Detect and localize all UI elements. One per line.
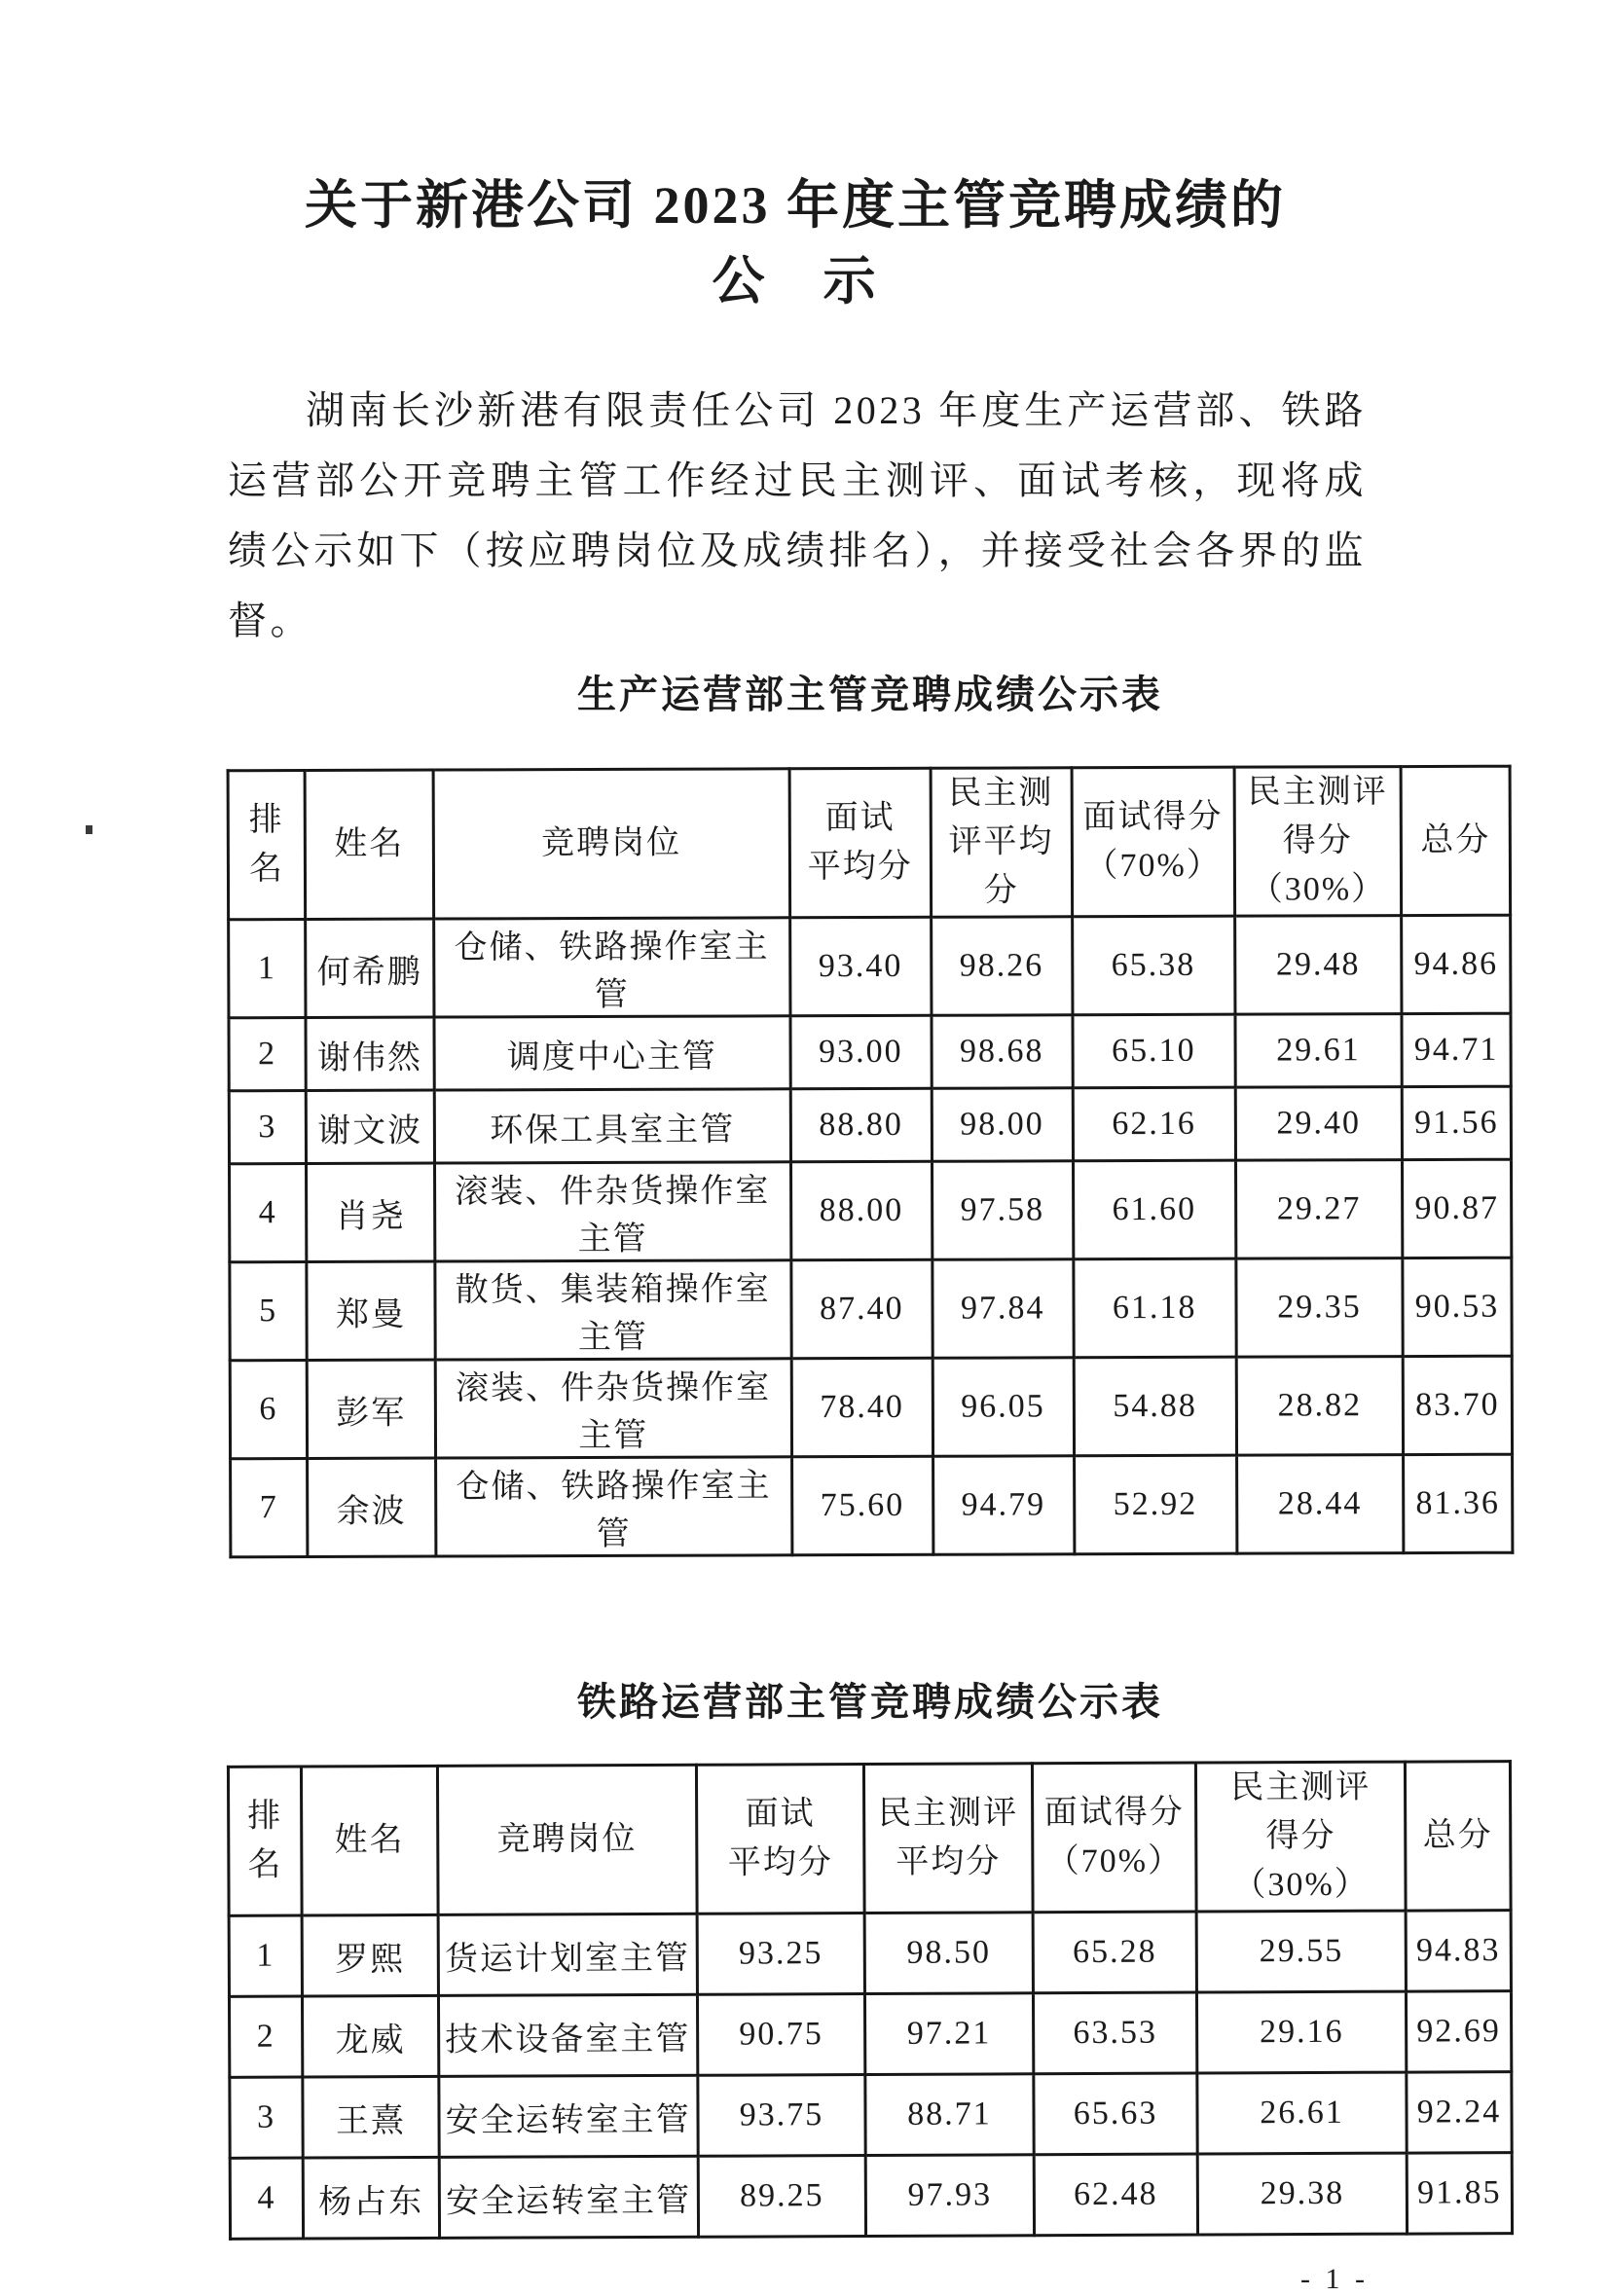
header-review-avg-cell: 民主测评 平均分 [864,1764,1033,1913]
interview-avg-cell: 88.00 [790,1161,932,1260]
review-score-cell: 29.27 [1235,1160,1403,1259]
review-avg-cell: 97.21 [865,1993,1034,2075]
page-number: - 1 - [1300,2263,1369,2295]
rank-cell: 4 [230,2158,303,2239]
interview-score-cell: 54.88 [1074,1357,1237,1456]
review-score-cell: 29.40 [1235,1087,1402,1161]
interview-score-cell: 52.92 [1074,1455,1237,1554]
rank-cell: 3 [230,2077,303,2158]
header-position-cell: 竞聘岗位 [433,769,790,919]
name-cell: 肖尧 [307,1163,435,1261]
interview-score-cell: 62.16 [1073,1087,1236,1161]
interview-avg-cell: 90.75 [697,1994,865,2076]
interview-avg-cell: 78.40 [791,1358,932,1457]
position-cell: 仓储、铁路操作室主管 [433,918,789,1017]
header-rank-cell: 排 名 [228,771,306,920]
name-cell: 杨占东 [303,2157,439,2239]
rank-cell: 2 [229,1018,306,1091]
review-avg-cell: 97.58 [932,1161,1073,1260]
rank-cell: 5 [230,1262,307,1361]
name-cell: 罗熙 [302,1914,438,1996]
header-rank-cell: 排 名 [228,1767,302,1915]
intro-paragraph: 湖南长沙新港有限责任公司 2023 年度生产运营部、铁路运营部公开竞聘主管工作经过民主测评、面试考核，现将成绩公示如下（按应聘岗位及成绩排名），并接受社会各界的监督。 [228,388,1367,642]
review-score-cell: 29.35 [1236,1258,1404,1358]
review-avg-cell: 88.71 [865,2074,1034,2156]
header-position-cell: 竞聘岗位 [437,1765,697,1914]
rank-cell: 3 [229,1091,306,1164]
review-avg-cell: 97.93 [865,2155,1034,2237]
total-score-cell: 92.24 [1407,2072,1512,2153]
review-score-cell: 29.38 [1197,2153,1407,2235]
interview-score-cell: 63.53 [1033,1992,1197,2074]
header-name-cell: 姓名 [305,770,433,919]
review-avg-cell: 94.79 [932,1456,1074,1555]
name-cell: 余波 [308,1458,436,1556]
interview-avg-cell: 93.00 [790,1015,932,1089]
table-row [229,915,1511,1018]
name-cell: 王熹 [303,2076,439,2158]
interview-score-cell: 61.60 [1073,1160,1236,1259]
name-cell: 谢文波 [306,1090,434,1163]
rank-cell: 7 [231,1459,308,1557]
total-score-cell: 91.56 [1402,1086,1511,1159]
position-cell: 散货、集装箱操作室主管 [435,1260,791,1360]
header-interview-score-cell: 面试得分 （70%） [1072,767,1235,917]
rank-cell: 2 [229,1996,302,2077]
position-cell: 滚装、件杂货操作室主管 [434,1162,790,1261]
interview-avg-cell: 93.25 [697,1913,865,1995]
position-cell: 调度中心主管 [434,1016,790,1090]
header-interview-avg-cell: 面试 平均分 [789,768,931,918]
review-avg-cell: 98.68 [932,1015,1073,1089]
document-title [228,167,1363,319]
header-name-cell: 姓名 [302,1766,438,1915]
interview-score-cell: 65.38 [1072,916,1235,1015]
total-score-cell: 90.87 [1403,1159,1512,1257]
table-row [230,1257,1512,1361]
review-avg-cell: 98.00 [932,1088,1073,1162]
position-cell: 安全运转室主管 [438,2075,697,2157]
interview-score-cell: 62.48 [1034,2154,1198,2236]
table-row [230,2072,1512,2159]
header-total-score-cell: 总分 [1405,1762,1511,1911]
rank-cell: 1 [229,920,306,1018]
table-row [229,1991,1511,2078]
rank-cell: 4 [230,1164,307,1262]
table-row [229,1013,1511,1091]
position-cell: 滚装、件杂货操作室主管 [435,1359,791,1458]
table-row [231,1454,1513,1557]
production-dept-score-table [227,765,1515,1559]
rank-cell: 1 [229,1915,302,1996]
review-avg-cell: 97.84 [932,1259,1074,1359]
interview-avg-cell: 75.60 [791,1456,932,1555]
name-cell: 龙威 [303,1995,439,2077]
total-score-cell: 94.86 [1402,915,1511,1013]
table-row [230,1356,1512,1459]
review-score-cell: 29.61 [1235,1014,1402,1088]
interview-score-cell: 65.63 [1034,2073,1198,2155]
position-cell: 技术设备室主管 [438,1994,697,2076]
title-line-1: 关于新港公司 2023 年度主管竞聘成绩的 [305,176,1286,235]
total-score-cell: 90.53 [1403,1257,1512,1356]
header-interview-score-cell: 面试得分 （70%） [1032,1763,1196,1913]
review-avg-cell: 98.50 [864,1913,1033,1994]
review-avg-cell: 96.05 [932,1358,1074,1457]
interview-avg-cell: 93.75 [698,2075,866,2157]
name-cell: 郑曼 [307,1261,435,1360]
total-score-cell: 92.69 [1406,1991,1511,2072]
interview-score-cell: 65.28 [1033,1912,1197,1993]
total-score-cell: 81.36 [1404,1454,1513,1552]
title-line-2: 公 示 [712,252,879,310]
header-review-avg-cell: 民主测 评平均 分 [931,768,1072,918]
position-cell: 安全运转室主管 [439,2156,698,2238]
review-score-cell: 29.55 [1196,1911,1406,1992]
interview-avg-cell: 93.40 [789,917,931,1016]
total-score-cell: 91.85 [1407,2153,1512,2234]
header-review-score-cell: 民主测评 得分 （30%） [1196,1762,1406,1912]
interview-score-cell: 61.18 [1073,1258,1236,1358]
railway-dept-score-table [227,1760,1514,2241]
interview-score-cell: 65.10 [1073,1014,1236,1088]
table-header-row [228,1762,1511,1916]
table-row [229,1911,1511,1997]
interview-avg-cell: 88.80 [790,1088,932,1162]
review-score-cell: 26.61 [1197,2072,1407,2154]
review-avg-cell: 98.26 [931,917,1072,1016]
review-score-cell: 29.48 [1234,916,1402,1015]
position-cell: 货运计划室主管 [438,1913,697,1995]
total-score-cell: 94.83 [1406,1911,1511,1991]
table2-caption: 铁路运营部主管竞聘成绩公示表 [577,1681,1163,1724]
interview-avg-cell: 89.25 [698,2156,866,2238]
name-cell: 何希鹏 [306,919,434,1017]
header-total-score-cell: 总分 [1401,766,1511,915]
review-score-cell: 29.16 [1197,1991,1407,2073]
review-score-cell: 28.82 [1236,1357,1404,1456]
total-score-cell: 94.71 [1402,1013,1511,1086]
interview-avg-cell: 87.40 [791,1259,932,1359]
header-interview-avg-cell: 面试 平均分 [696,1765,864,1914]
total-score-cell: 83.70 [1403,1356,1512,1454]
table-header-row [228,766,1511,920]
table1-caption: 生产运营部主管竞聘成绩公示表 [577,674,1163,716]
position-cell: 环保工具室主管 [434,1089,790,1163]
table-row [230,1159,1512,1262]
name-cell: 彭军 [307,1360,435,1458]
rank-cell: 6 [230,1361,307,1459]
table-row [229,1086,1511,1164]
header-review-score-cell: 民主测评 得分 （30%） [1234,767,1402,917]
name-cell: 谢伟然 [306,1017,434,1090]
table-row [230,2153,1512,2240]
position-cell: 仓储、铁路操作室主管 [435,1457,791,1556]
review-score-cell: 28.44 [1236,1455,1404,1554]
scan-speck [86,825,92,834]
